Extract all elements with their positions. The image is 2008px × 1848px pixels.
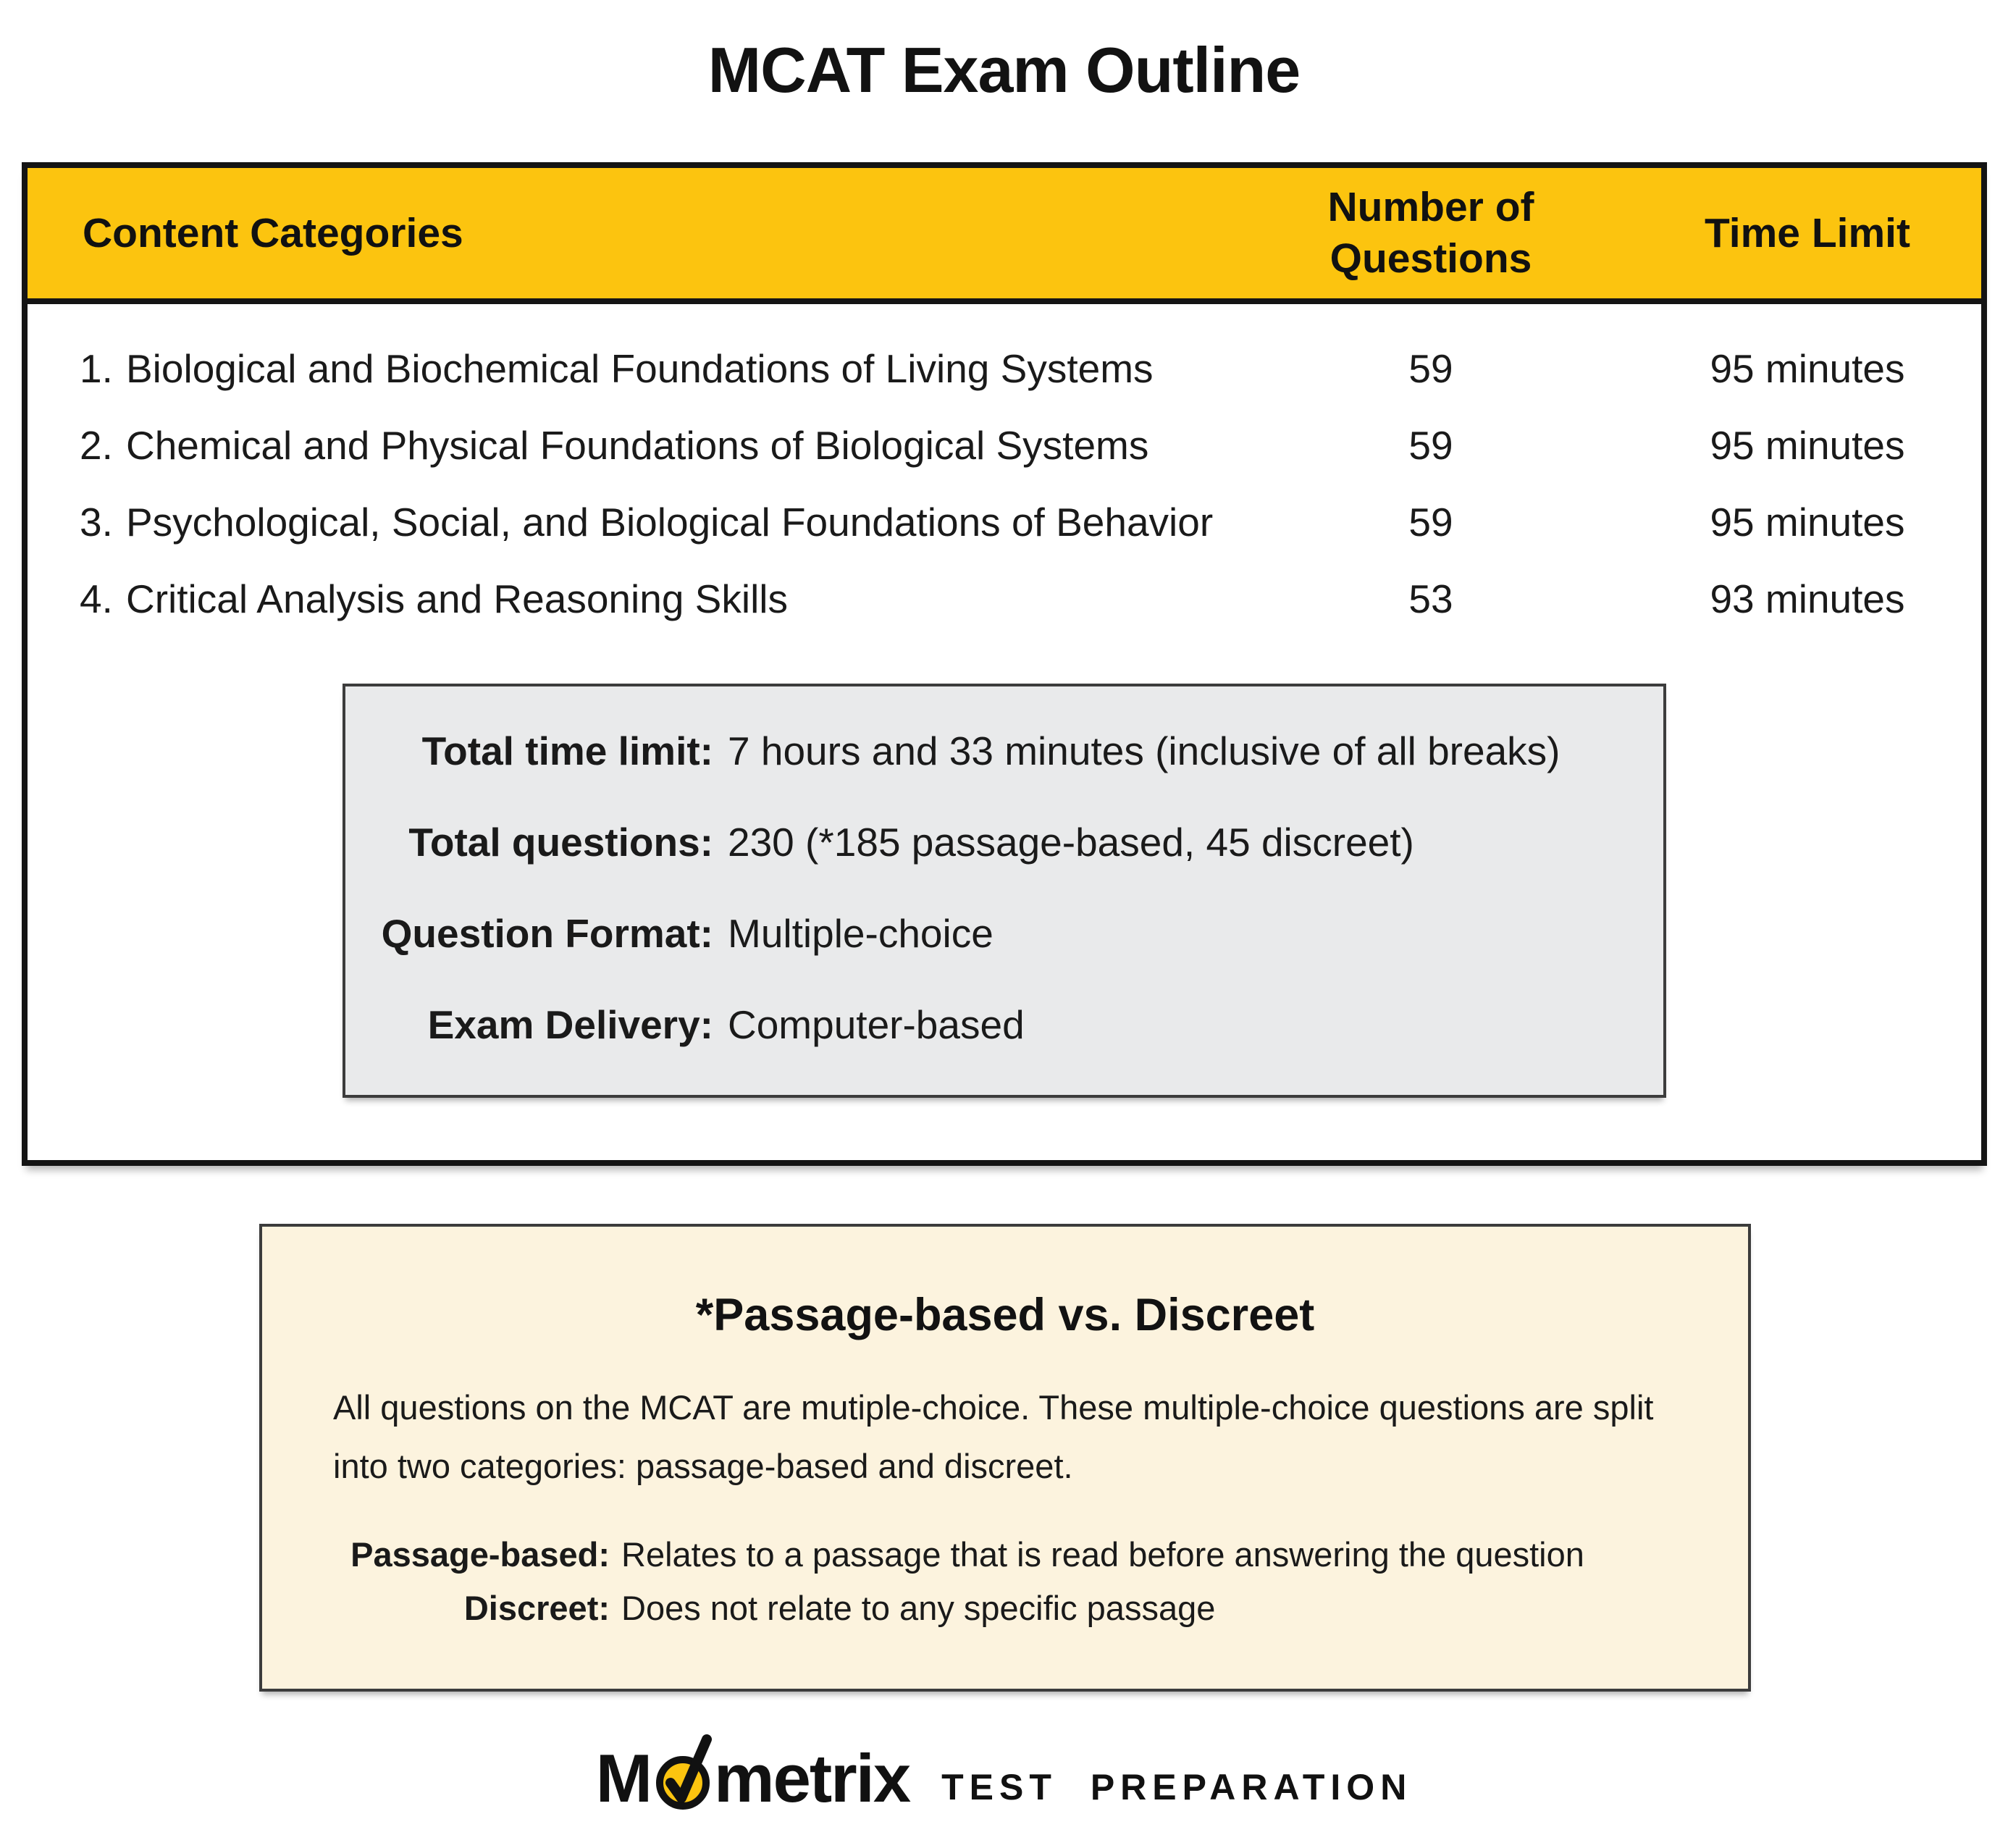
row-category: Psychological, Social, and Biological Foundations of Behavior xyxy=(126,500,1214,545)
row-number: 2. xyxy=(80,423,113,468)
note-body: All questions on the MCAT are mutiple-choice. These multiple-choice questions are split into two categories: passage-based and discreet. xyxy=(333,1388,1654,1485)
definition-item xyxy=(333,1528,1677,1582)
passage-vs-discreet-note-box xyxy=(259,1224,1751,1692)
definition-item xyxy=(333,1582,1677,1635)
definition-list xyxy=(333,1528,1677,1636)
column-header-time-limit: Time Limit xyxy=(1705,210,1910,256)
summary-value: Computer-based xyxy=(728,1002,1025,1047)
summary-value: 230 (*185 passage-based, 45 discreet) xyxy=(728,820,1414,865)
row-time-limit: 95 minutes xyxy=(1710,346,1905,391)
row-question-count: 59 xyxy=(1408,500,1453,545)
row-question-count: 59 xyxy=(1408,346,1453,391)
summary-item xyxy=(345,705,1663,797)
summary-value: Multiple-choice xyxy=(728,911,994,956)
definition-label: Discreet: xyxy=(463,1588,610,1627)
row-number: 1. xyxy=(80,346,113,391)
row-question-count: 53 xyxy=(1408,576,1453,621)
definition-label: Passage-based: xyxy=(350,1534,610,1574)
summary-label: Exam Delivery: xyxy=(427,1002,713,1047)
note-title: *Passage-based vs. Discreet xyxy=(695,1290,1315,1340)
check-icon xyxy=(654,1732,712,1815)
table-row xyxy=(28,330,1981,407)
row-question-count: 59 xyxy=(1408,423,1453,468)
summary-item xyxy=(345,797,1663,888)
column-header-number-of-questions-text: Number of Questions xyxy=(1327,183,1534,282)
table-row xyxy=(28,484,1981,560)
brand-tagline: TEST PREPARATION xyxy=(941,1767,1413,1807)
table-row xyxy=(28,560,1981,637)
row-number: 3. xyxy=(80,500,113,545)
brand-wordmark-start: M xyxy=(595,1740,651,1816)
summary-item xyxy=(345,888,1663,979)
row-time-limit: 95 minutes xyxy=(1710,423,1905,468)
brand-wordmark-end: metrix xyxy=(714,1740,910,1816)
mometrix-logo xyxy=(0,1732,2008,1816)
row-category: Critical Analysis and Reasoning Skills xyxy=(126,576,789,621)
summary-item xyxy=(345,979,1663,1070)
table-header-row xyxy=(28,168,1981,304)
row-category: Chemical and Physical Foundations of Biological Systems xyxy=(126,423,1149,468)
table-body xyxy=(28,304,1981,637)
row-number: 4. xyxy=(80,576,113,621)
table-row xyxy=(28,407,1981,484)
definition-value: Does not relate to any specific passage xyxy=(621,1588,1216,1627)
row-time-limit: 93 minutes xyxy=(1710,576,1905,621)
row-time-limit: 95 minutes xyxy=(1710,500,1905,545)
exam-summary-box xyxy=(343,684,1666,1098)
column-header-number-of-questions xyxy=(1228,182,1634,285)
summary-label: Question Format: xyxy=(381,911,713,956)
summary-label: Total time limit: xyxy=(421,728,713,773)
row-category: Biological and Biochemical Foundations of Living Systems xyxy=(126,346,1154,391)
page-title: MCAT Exam Outline xyxy=(707,34,1301,106)
summary-label: Total questions: xyxy=(408,820,713,865)
definition-value: Relates to a passage that is read before answering the question xyxy=(621,1534,1584,1574)
column-header-content-categories: Content Categories xyxy=(83,210,463,256)
summary-value: 7 hours and 33 minutes (inclusive of all breaks) xyxy=(728,728,1560,773)
exam-outline-table xyxy=(22,162,1987,1166)
